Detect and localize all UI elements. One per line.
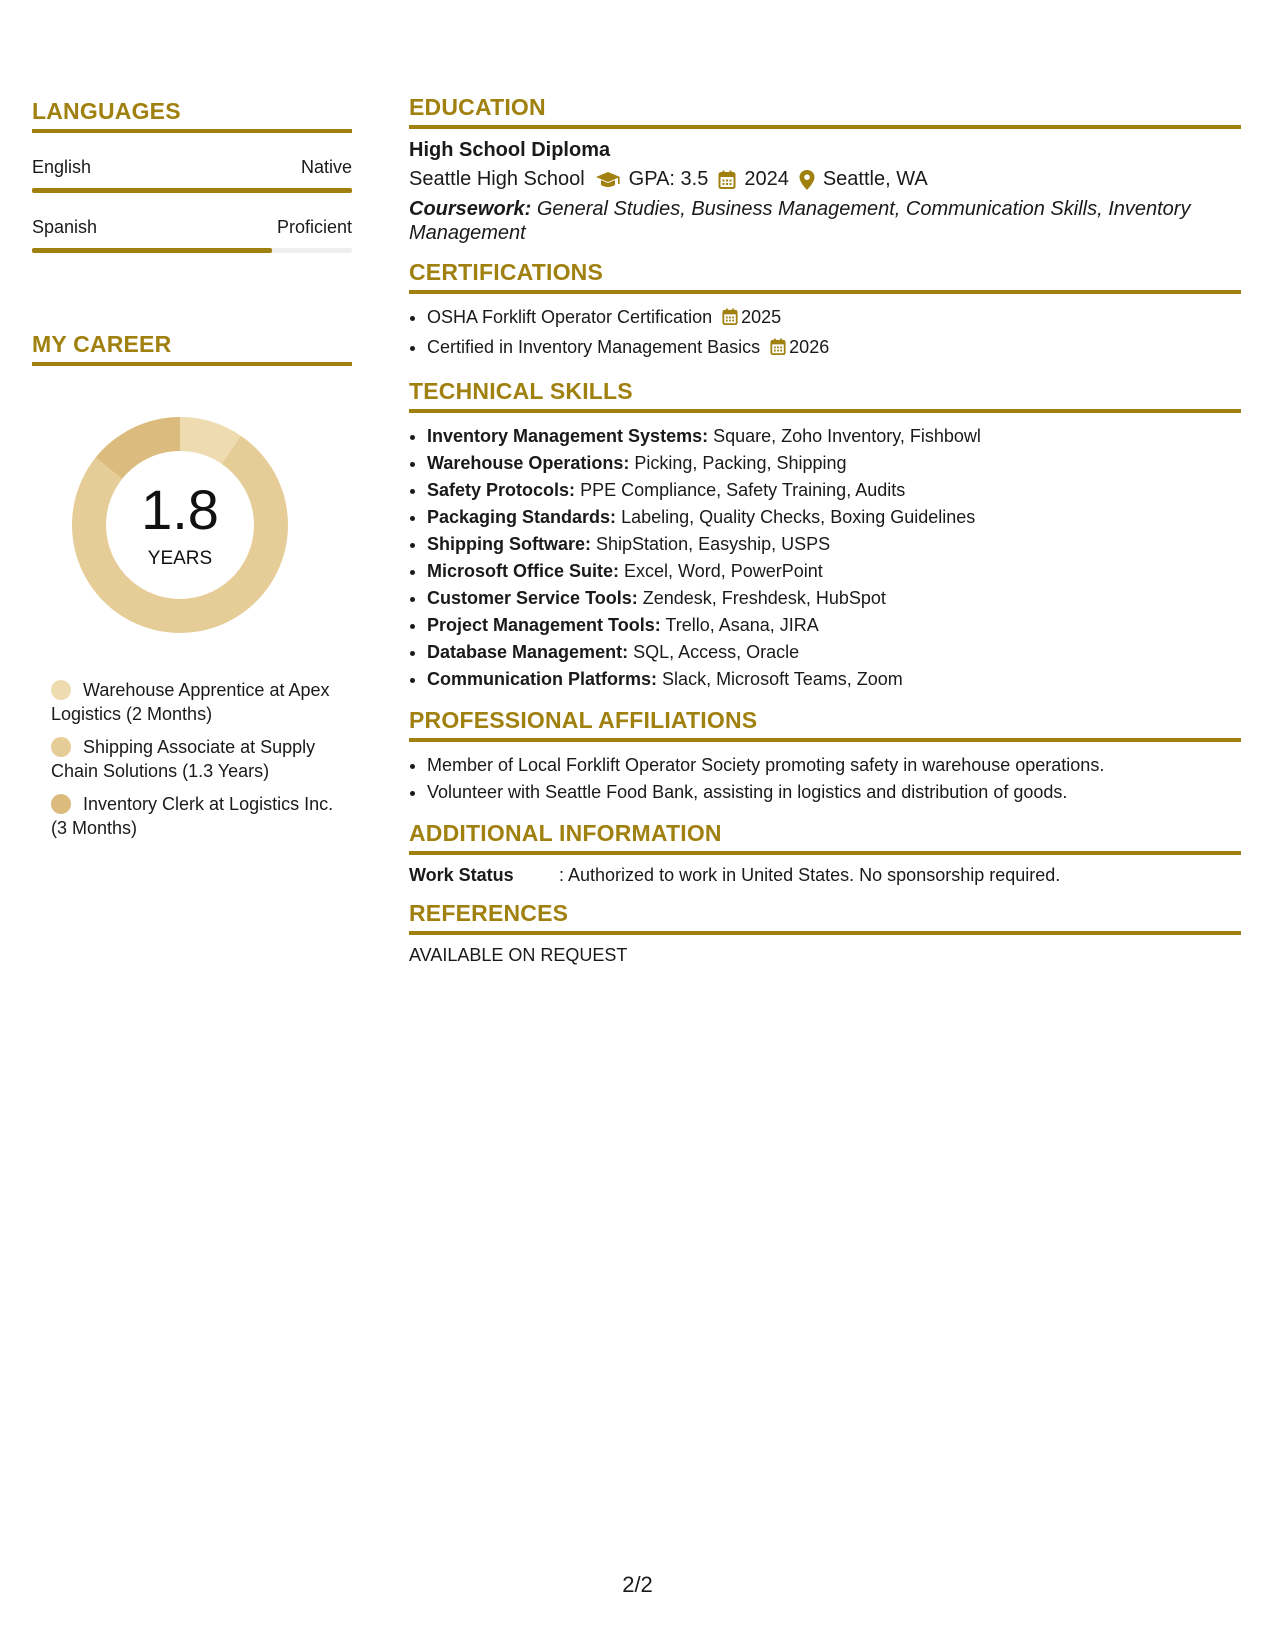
skill-values: ShipStation, Easyship, USPS bbox=[596, 534, 831, 554]
page-number: 2/2 bbox=[622, 1572, 653, 1597]
language-item bbox=[32, 217, 352, 253]
calendar-icon bbox=[718, 170, 736, 190]
skill-category: Database Management: bbox=[427, 642, 629, 662]
career-role-label: Warehouse Apprentice at Apex Logistics (2 Months) bbox=[51, 680, 330, 724]
language-name: English bbox=[32, 157, 92, 177]
language-level: Native bbox=[300, 157, 352, 177]
skill-category: Safety Protocols: bbox=[427, 480, 576, 500]
language-proficiency-bar bbox=[32, 188, 352, 193]
skill-values: Zendesk, Freshdesk, HubSpot bbox=[642, 588, 886, 608]
graduation-year: 2024 bbox=[744, 168, 789, 190]
skill-values: Trello, Asana, JIRA bbox=[665, 615, 819, 635]
certifications-heading: CERTIFICATIONS bbox=[409, 259, 1241, 294]
calendar-icon bbox=[722, 307, 738, 334]
skill-item bbox=[427, 450, 1241, 477]
skill-category: Shipping Software: bbox=[427, 534, 591, 554]
skill-category: Project Management Tools: bbox=[427, 615, 661, 635]
additional-heading: ADDITIONAL INFORMATION bbox=[409, 820, 1241, 855]
certification-year: 2026 bbox=[789, 337, 830, 357]
skill-item bbox=[427, 477, 1241, 504]
map-pin-icon bbox=[799, 170, 815, 190]
skills-list bbox=[409, 423, 1241, 693]
education-section bbox=[409, 94, 1241, 245]
legend-dot bbox=[51, 737, 71, 757]
coursework bbox=[409, 197, 1241, 245]
work-status-value: : Authorized to work in United States. No sponsorship required. bbox=[559, 865, 1061, 885]
education-heading: EDUCATION bbox=[409, 94, 1241, 129]
school-location: Seattle, WA bbox=[822, 168, 928, 190]
career-role-label: Inventory Clerk at Logistics Inc. (3 Months) bbox=[51, 794, 334, 838]
skill-item bbox=[427, 639, 1241, 666]
skills-section bbox=[409, 378, 1241, 693]
legend-dot bbox=[51, 794, 71, 814]
skill-category: Customer Service Tools: bbox=[427, 588, 638, 608]
work-status bbox=[409, 865, 1241, 886]
references-heading: REFERENCES bbox=[409, 900, 1241, 935]
skill-values: Square, Zoho Inventory, Fishbowl bbox=[713, 426, 981, 446]
career-legend bbox=[32, 678, 352, 840]
education-meta bbox=[409, 168, 1241, 191]
graduation-cap-icon bbox=[595, 171, 621, 189]
languages-heading: LANGUAGES bbox=[32, 98, 352, 133]
work-status-label: Work Status bbox=[409, 865, 514, 885]
career-legend-item bbox=[51, 678, 352, 726]
language-proficiency-bar bbox=[32, 248, 352, 253]
career-legend-item bbox=[51, 735, 352, 783]
language-name: Spanish bbox=[32, 217, 98, 237]
language-item bbox=[32, 157, 352, 193]
skill-item bbox=[427, 504, 1241, 531]
skill-item bbox=[427, 558, 1241, 585]
degree-title: High School Diploma bbox=[409, 139, 611, 161]
gpa-value: GPA: 3.5 bbox=[628, 168, 709, 190]
career-role-label: Shipping Associate at Supply Chain Solutions (1.3 Years) bbox=[51, 737, 316, 781]
left-column bbox=[32, 98, 352, 849]
additional-section bbox=[409, 820, 1241, 886]
career-total-value: 1.8 bbox=[141, 478, 219, 541]
legend-dot bbox=[51, 680, 71, 700]
certification-name: OSHA Forklift Operator Certification bbox=[427, 307, 713, 327]
right-column bbox=[409, 94, 1241, 980]
certification-year: 2025 bbox=[741, 307, 782, 327]
skill-values: Excel, Word, PowerPoint bbox=[624, 561, 823, 581]
affiliations-list bbox=[409, 752, 1241, 806]
career-heading: MY CAREER bbox=[32, 331, 352, 366]
coursework-value: General Studies, Business Management, Communication Skills, Inventory Management bbox=[409, 198, 1191, 244]
skill-values: Picking, Packing, Shipping bbox=[634, 453, 847, 473]
school-name: Seattle High School bbox=[409, 168, 585, 190]
skill-item bbox=[427, 585, 1241, 612]
skill-values: Slack, Microsoft Teams, Zoom bbox=[662, 669, 903, 689]
language-proficiency-fill bbox=[32, 188, 352, 193]
skill-values: Labeling, Quality Checks, Boxing Guidelines bbox=[621, 507, 976, 527]
certifications-section bbox=[409, 259, 1241, 364]
skill-category: Communication Platforms: bbox=[427, 669, 658, 689]
affiliations-section bbox=[409, 707, 1241, 806]
career-legend-item bbox=[51, 792, 352, 840]
affiliations-heading: PROFESSIONAL AFFILIATIONS bbox=[409, 707, 1241, 742]
skill-category: Warehouse Operations: bbox=[427, 453, 630, 473]
career-total-unit: YEARS bbox=[147, 548, 213, 569]
skill-item bbox=[427, 612, 1241, 639]
certification-item bbox=[427, 304, 1241, 334]
skill-category: Microsoft Office Suite: bbox=[427, 561, 620, 581]
skill-item bbox=[427, 666, 1241, 693]
skill-category: Packaging Standards: bbox=[427, 507, 617, 527]
career-section bbox=[32, 331, 352, 840]
languages-section bbox=[32, 98, 352, 253]
skill-category: Inventory Management Systems: bbox=[427, 426, 709, 446]
calendar-icon bbox=[770, 337, 786, 364]
certification-name: Certified in Inventory Management Basics bbox=[427, 337, 761, 357]
skill-item bbox=[427, 531, 1241, 558]
language-level: Proficient bbox=[276, 217, 352, 237]
skill-item bbox=[427, 423, 1241, 450]
career-donut-chart bbox=[65, 410, 295, 640]
affiliation-item: • Volunteer with Seattle Food Bank, assisting in logistics and distribution of goods. bbox=[427, 779, 1241, 806]
references-section bbox=[409, 900, 1241, 966]
references-text: AVAILABLE ON REQUEST bbox=[409, 945, 628, 965]
certification-item bbox=[427, 334, 1241, 364]
certifications-list bbox=[409, 304, 1241, 364]
skill-values: PPE Compliance, Safety Training, Audits bbox=[580, 480, 906, 500]
skills-heading: TECHNICAL SKILLS bbox=[409, 378, 1241, 413]
language-proficiency-fill bbox=[32, 248, 272, 253]
languages-list bbox=[32, 157, 352, 253]
coursework-label: Coursework: bbox=[409, 198, 532, 220]
skill-values: SQL, Access, Oracle bbox=[633, 642, 800, 662]
affiliation-item: • Member of Local Forklift Operator Society promoting safety in warehouse operations. bbox=[427, 752, 1241, 779]
